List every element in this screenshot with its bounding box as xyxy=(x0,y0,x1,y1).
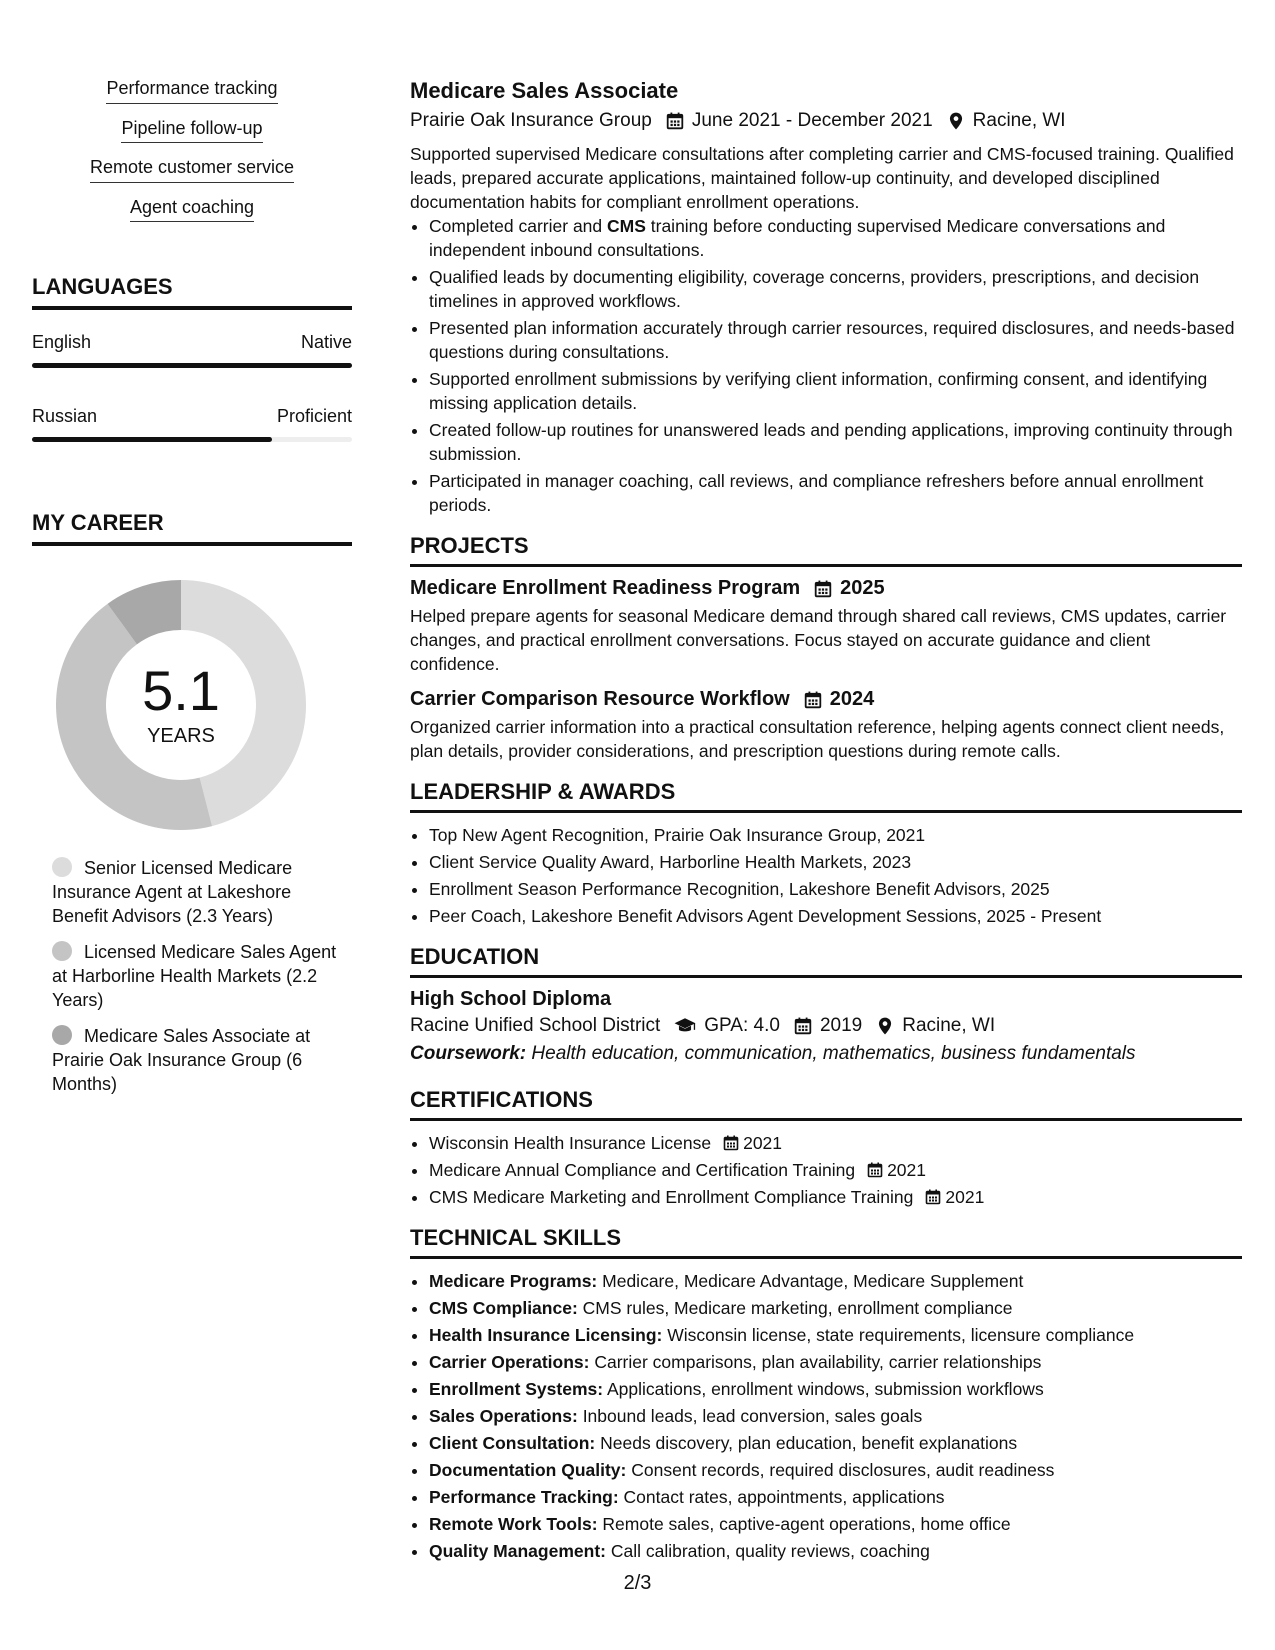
job-title: Medicare Sales Associate xyxy=(410,78,679,103)
tech-skill-label: Health Insurance Licensing: xyxy=(429,1325,663,1345)
job-bullet: • Created follow-up routines for unanswered leads and pending applications, improving continuity through submission. xyxy=(429,418,1242,466)
coursework-text: Health education, communication, mathematics, business fundamentals xyxy=(531,1043,1136,1064)
certification-year: 2021 xyxy=(945,1187,985,1207)
tech-skill-label: Carrier Operations: xyxy=(429,1352,590,1372)
language-bar-fill xyxy=(32,437,272,442)
language-bar-fill xyxy=(32,363,352,368)
job-summary: Supported supervised Medicare consultations after completing carrier and CMS-focused training. Qualified leads, prepared accurate applications, maintained follow-up continuity, and developed disciplined documentation habits for compliant enrollment operations. xyxy=(410,144,1234,212)
certification-year: 2021 xyxy=(887,1160,927,1180)
tech-skill-value: CMS rules, Medicare marketing, enrollment compliance xyxy=(582,1298,1013,1318)
projects-heading: PROJECTS xyxy=(410,533,1242,567)
tech-skill-value: Call calibration, quality reviews, coaching xyxy=(610,1541,930,1561)
tech-skill-label: Client Consultation: xyxy=(429,1433,596,1453)
education-location: Racine, WI xyxy=(902,1015,996,1036)
coursework xyxy=(410,1043,1242,1065)
calendar-icon xyxy=(804,691,822,709)
language-item xyxy=(32,406,352,442)
career-total-years: 5.1 xyxy=(142,658,220,722)
job-bullet: • Participated in manager coaching, call reviews, and compliance refreshers before annual enrollment periods. xyxy=(429,469,1242,517)
project-item xyxy=(410,577,1242,676)
coursework-label: Coursework: xyxy=(410,1043,527,1064)
certification-item xyxy=(429,1131,1242,1155)
leadership-list xyxy=(410,823,1242,928)
tech-skill-item xyxy=(429,1269,1242,1293)
career-donut-chart xyxy=(56,580,306,830)
tech-skill-value: Applications, enrollment windows, submission workflows xyxy=(606,1379,1044,1399)
map-pin-icon xyxy=(947,112,965,130)
tech-skill-label: Remote Work Tools: xyxy=(429,1514,598,1534)
tech-skill-label: Quality Management: xyxy=(429,1541,606,1561)
certification-item xyxy=(429,1185,1242,1209)
map-pin-icon xyxy=(876,1017,894,1035)
tech-skill-item xyxy=(429,1512,1242,1536)
bullet-bold: CMS xyxy=(607,216,646,236)
language-bar xyxy=(32,363,352,368)
degree-title: High School Diploma xyxy=(410,988,612,1010)
language-name: Russian xyxy=(32,406,98,427)
calendar-icon xyxy=(814,580,832,598)
leadership-item: • Peer Coach, Lakeshore Benefit Advisors Agent Development Sessions, 2025 - Present xyxy=(429,904,1242,928)
career-total-unit: YEARS xyxy=(147,724,215,747)
job-bullets xyxy=(410,214,1242,517)
job-location: Racine, WI xyxy=(972,110,1066,131)
donut-center xyxy=(56,580,306,830)
main-content xyxy=(410,78,1242,1566)
technical-skills-list xyxy=(410,1269,1242,1563)
skill-tag: Remote customer service xyxy=(90,157,294,183)
tech-skill-label: Medicare Programs: xyxy=(429,1271,598,1291)
school-name: Racine Unified School District xyxy=(410,1015,661,1036)
tech-skill-item xyxy=(429,1350,1242,1374)
tech-skill-value: Contact rates, appointments, applications xyxy=(623,1487,945,1507)
education-entry xyxy=(410,988,1242,1065)
tech-skill-label: Documentation Quality: xyxy=(429,1460,627,1480)
leadership-item: • Top New Agent Recognition, Prairie Oak Insurance Group, 2021 xyxy=(429,823,1242,847)
tech-skill-item xyxy=(429,1377,1242,1401)
tech-skill-value: Carrier comparisons, plan availability, carrier relationships xyxy=(594,1352,1042,1372)
tech-skill-item xyxy=(429,1485,1242,1509)
tech-skill-item xyxy=(429,1431,1242,1455)
skill-tags xyxy=(32,78,352,222)
gpa: GPA: 4.0 xyxy=(704,1015,780,1036)
leadership-item: • Enrollment Season Performance Recognition, Lakeshore Benefit Advisors, 2025 xyxy=(429,877,1242,901)
certification-name: • Wisconsin Health Insurance License xyxy=(429,1133,712,1153)
experience-entry xyxy=(410,78,1242,517)
legend-item xyxy=(52,1024,337,1096)
career-section xyxy=(32,510,352,1096)
education-year: 2019 xyxy=(819,1015,863,1036)
leadership-heading: LEADERSHIP & AWARDS xyxy=(410,779,1242,813)
legend-item xyxy=(52,856,337,928)
legend-dot xyxy=(52,941,72,961)
career-legend xyxy=(52,856,337,1096)
calendar-icon xyxy=(867,1162,883,1178)
tech-skill-item xyxy=(429,1539,1242,1563)
job-bullet: • Qualified leads by documenting eligibility, coverage concerns, providers, prescriptions, and decision timelines in approved workflows. xyxy=(429,265,1242,313)
job-meta xyxy=(410,110,1242,132)
education-heading: EDUCATION xyxy=(410,944,1242,978)
job-bullet: • Supported enrollment submissions by verifying client information, confirming consent, and identifying missing application details. xyxy=(429,367,1242,415)
certification-item xyxy=(429,1158,1242,1182)
project-year: 2025 xyxy=(840,577,885,599)
languages-heading: LANGUAGES xyxy=(32,274,352,310)
job-bullet: • Presented plan information accurately through carrier resources, required disclosures, and needs-based questions during consultations. xyxy=(429,316,1242,364)
language-name: English xyxy=(32,332,92,353)
project-title: Medicare Enrollment Readiness Program xyxy=(410,577,801,599)
tech-skill-item xyxy=(429,1323,1242,1347)
company-name: Prairie Oak Insurance Group xyxy=(410,110,652,131)
calendar-icon xyxy=(794,1017,812,1035)
project-title: Carrier Comparison Resource Workflow xyxy=(410,688,790,710)
project-year: 2024 xyxy=(829,688,875,710)
tech-skill-item xyxy=(429,1458,1242,1482)
tech-skill-value: Medicare, Medicare Advantage, Medicare Supplement xyxy=(602,1271,1024,1291)
leadership-item: • Client Service Quality Award, Harborline Health Markets, 2023 xyxy=(429,850,1242,874)
language-item xyxy=(32,332,352,368)
legend-item xyxy=(52,940,337,1012)
tech-skill-label: CMS Compliance: xyxy=(429,1298,578,1318)
tech-skill-value: Needs discovery, plan education, benefit explanations xyxy=(600,1433,1018,1453)
career-heading: MY CAREER xyxy=(32,510,352,546)
bullet-text: Completed carrier and xyxy=(429,216,607,236)
legend-label: Senior Licensed Medicare Insurance Agent at Lakeshore Benefit Advisors (2.3 Years) xyxy=(52,858,293,927)
tech-skill-label: Sales Operations: xyxy=(429,1406,578,1426)
certification-name: • CMS Medicare Marketing and Enrollment Compliance Training xyxy=(429,1187,914,1207)
certification-year: 2021 xyxy=(743,1133,783,1153)
certifications-list xyxy=(410,1131,1242,1209)
bullet-text: training before conducting supervised Medicare conversations and independent inbound consultations. xyxy=(429,216,1166,260)
legend-label: Medicare Sales Associate at Prairie Oak Insurance Group (6 Months) xyxy=(52,1026,311,1095)
skill-tag: Pipeline follow-up xyxy=(121,118,262,144)
page-number: 2/3 xyxy=(623,1572,652,1594)
language-bar xyxy=(32,437,352,442)
tech-skill-value: Remote sales, captive-agent operations, home office xyxy=(602,1514,1011,1534)
tech-skill-value: Consent records, required disclosures, audit readiness xyxy=(631,1460,1055,1480)
project-desc: Organized carrier information into a practical consultation reference, helping agents connect client needs, plan details, provider considerations, and prescription questions during remote calls. xyxy=(410,717,1225,761)
skill-tag: Performance tracking xyxy=(106,78,277,104)
tech-skill-value: Wisconsin license, state requirements, licensure compliance xyxy=(667,1325,1135,1345)
tech-skill-item xyxy=(429,1404,1242,1428)
sidebar xyxy=(32,78,352,1108)
technical-skills-heading: TECHNICAL SKILLS xyxy=(410,1225,1242,1259)
education-meta xyxy=(410,1015,1242,1037)
language-level: Native xyxy=(300,332,352,353)
legend-dot xyxy=(52,857,72,877)
calendar-icon xyxy=(666,112,684,130)
job-bullet xyxy=(429,214,1242,262)
legend-dot xyxy=(52,1025,72,1045)
tech-skill-label: Performance Tracking: xyxy=(429,1487,619,1507)
calendar-icon xyxy=(925,1189,941,1205)
language-level: Proficient xyxy=(276,406,352,427)
project-item xyxy=(410,688,1242,763)
certification-name: • Medicare Annual Compliance and Certification Training xyxy=(429,1160,856,1180)
calendar-icon xyxy=(723,1135,739,1151)
tech-skill-item xyxy=(429,1296,1242,1320)
skill-tag: Agent coaching xyxy=(130,197,254,223)
certifications-heading: CERTIFICATIONS xyxy=(410,1087,1242,1121)
graduation-cap-icon xyxy=(674,1017,696,1035)
tech-skill-label: Enrollment Systems: xyxy=(429,1379,604,1399)
job-dates: June 2021 - December 2021 xyxy=(691,110,933,131)
tech-skill-value: Inbound leads, lead conversion, sales goals xyxy=(582,1406,923,1426)
project-desc: Helped prepare agents for seasonal Medicare demand through shared call reviews, CMS updates, carrier changes, and practical enrollment conversations. Focus stayed on accurate guidance and client confidence. xyxy=(410,606,1227,674)
legend-label: Licensed Medicare Sales Agent at Harborline Health Markets (2.2 Years) xyxy=(52,942,337,1011)
